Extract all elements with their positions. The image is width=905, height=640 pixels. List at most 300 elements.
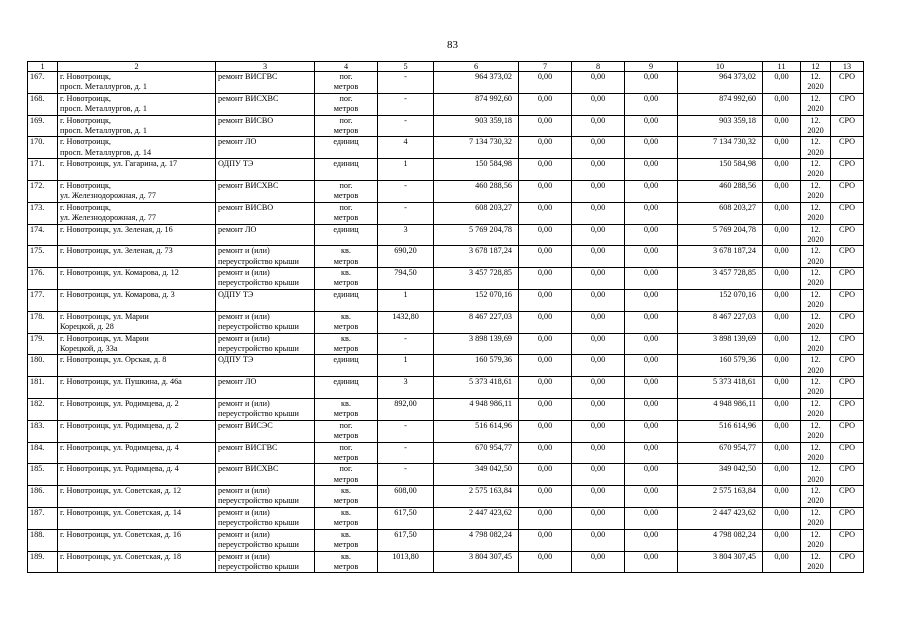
column-header: 6 [434,62,519,72]
total-cost-cell-text: 349 042,50 [475,464,512,474]
quantity-cell-text: 4 [403,137,408,147]
work-type-cell [216,268,315,290]
address-cell-text: Корецкой, д. 28 [60,322,114,332]
fund-cell-9 [625,464,678,486]
address-cell-text: г. Новотроицк, ул. Зеленая, д. 73 [60,246,173,256]
column-header: 8 [572,62,625,72]
completion-date-cell-text: 2020 [807,125,824,135]
fund-cell-10-text: 964 373,02 [719,72,756,81]
unit-cell [315,159,378,181]
fund-cell-10 [678,507,763,529]
quantity-cell-text: - [404,420,407,430]
unit-cell [315,377,378,399]
address-cell [58,507,216,529]
fund-cell-9-text: 0,00 [643,333,659,343]
completion-date-cell-text: 12. [810,398,821,408]
unit-cell-text: единиц [333,224,359,234]
column-header: 11 [763,62,801,72]
fund-cell-10-text: 670 954,77 [719,442,756,452]
address-cell [58,224,216,246]
method-cell-text: СРО [838,464,856,474]
completion-date-cell [801,442,831,464]
total-cost-cell [434,137,519,159]
repair-register-table [27,61,864,573]
row-number-cell-text: 167. [30,72,45,81]
total-cost-cell-text: 160 579,36 [475,355,512,365]
completion-date-cell [801,333,831,355]
fund-cell-9-text: 0,00 [643,93,659,103]
unit-cell-text: пог. [339,420,353,430]
fund-cell-11-text: 0,00 [774,115,789,125]
fund-cell-10-text: 7 134 730,32 [713,137,756,147]
completion-date-cell-text: 2020 [807,409,824,419]
fund-cell-9 [625,289,678,311]
fund-cell-9-text: 0,00 [643,311,659,321]
completion-date-cell-text: 12. [810,137,821,147]
work-type-cell [216,464,315,486]
address-cell [58,180,216,202]
quantity-cell-text: 617,50 [394,529,417,539]
quantity-cell [378,311,434,333]
unit-cell-text: метров [333,191,359,201]
completion-date-cell-text: 12. [810,442,821,452]
unit-cell-text: метров [333,561,359,571]
method-cell [831,355,864,377]
quantity-cell [378,398,434,420]
unit-cell-text: кв. [341,268,351,278]
row-number-cell-text: 170. [30,137,45,147]
method-cell-text: СРО [838,551,856,561]
completion-date-cell [801,355,831,377]
quantity-cell [378,486,434,508]
fund-cell-11-text: 0,00 [774,137,789,147]
unit-cell-text: кв. [341,507,351,517]
completion-date-cell-text: 2020 [807,213,824,223]
fund-cell-11-text: 0,00 [774,159,789,169]
fund-cell-9 [625,202,678,224]
work-type-cell [216,377,315,399]
address-cell [58,137,216,159]
fund-cell-10 [678,398,763,420]
fund-cell-10-text: 3 678 187,24 [713,246,756,256]
unit-cell-text: пог. [339,202,353,212]
fund-cell-9 [625,333,678,355]
fund-cell-11 [763,464,801,486]
fund-cell-8-text: 0,00 [590,398,606,408]
unit-cell [315,464,378,486]
unit-cell-text: кв. [341,551,351,561]
address-cell [58,464,216,486]
quantity-cell [378,137,434,159]
fund-cell-8-text: 0,00 [590,529,606,539]
work-type-cell-text: переустройство крыши [218,343,299,353]
work-type-cell-text: ремонт и (или) [218,529,270,539]
fund-cell-7 [519,289,572,311]
quantity-cell-text: 3 [403,224,408,234]
completion-date-cell [801,377,831,399]
row-number-cell-text: 177. [30,289,45,299]
fund-cell-10-text: 2 575 163,84 [713,486,756,496]
quantity-cell-text: 794,50 [394,268,417,278]
fund-cell-7-text: 0,00 [537,355,553,365]
total-cost-cell-text: 2 575 163,84 [469,486,512,496]
unit-cell [315,311,378,333]
fund-cell-8-text: 0,00 [590,180,606,190]
fund-cell-10-text: 160 579,36 [719,355,756,365]
fund-cell-11 [763,420,801,442]
fund-cell-10 [678,486,763,508]
address-cell [58,93,216,115]
fund-cell-10-text: 903 359,18 [719,115,756,125]
address-cell-text: просп. Металлургов, д. 14 [60,147,152,157]
work-type-cell-text: ремонт ВИСЭС [218,420,273,430]
fund-cell-7-text: 0,00 [537,486,553,496]
fund-cell-11 [763,93,801,115]
method-cell [831,377,864,399]
quantity-cell [378,72,434,94]
total-cost-cell-text: 460 288,56 [475,180,512,190]
method-cell [831,420,864,442]
completion-date-cell-text: 2020 [807,474,824,484]
fund-cell-8 [572,486,625,508]
address-cell-text: г. Новотроицк, ул. Комарова, д. 12 [60,268,179,278]
fund-cell-7 [519,115,572,137]
completion-date-cell-text: 2020 [807,431,824,441]
fund-cell-11 [763,398,801,420]
table-row [28,311,864,333]
method-cell-text: СРО [838,224,856,234]
completion-date-cell [801,202,831,224]
fund-cell-11 [763,529,801,551]
fund-cell-8-text: 0,00 [590,224,606,234]
completion-date-cell-text: 12. [810,507,821,517]
address-cell [58,246,216,268]
quantity-cell [378,180,434,202]
fund-cell-10-text: 150 584,98 [719,159,756,169]
fund-cell-11 [763,442,801,464]
quantity-cell-text: - [404,72,407,81]
completion-date-cell-text: 2020 [807,104,824,114]
address-cell [58,268,216,290]
fund-cell-10-text: 608 203,27 [719,202,756,212]
address-cell-text: г. Новотроицк, ул. Родимцева, д. 2 [60,420,179,430]
unit-cell-text: пог. [339,93,353,103]
address-cell-text: г. Новотроицк, [60,72,111,81]
method-cell [831,115,864,137]
address-cell [58,442,216,464]
work-type-cell [216,333,315,355]
unit-cell-text: метров [333,343,359,353]
work-type-cell [216,551,315,573]
fund-cell-7-text: 0,00 [537,180,553,190]
completion-date-cell-text: 2020 [807,300,824,310]
fund-cell-9-text: 0,00 [643,246,659,256]
fund-cell-10 [678,137,763,159]
row-number-cell-text: 188. [30,529,45,539]
unit-cell-text: пог. [339,464,353,474]
fund-cell-7 [519,246,572,268]
quantity-cell [378,202,434,224]
quantity-cell [378,268,434,290]
row-number-cell [28,464,58,486]
fund-cell-8 [572,72,625,94]
unit-cell [315,333,378,355]
address-cell-text: г. Новотроицк, [60,202,111,212]
work-type-cell [216,486,315,508]
unit-cell [315,486,378,508]
unit-cell-text: кв. [341,398,351,408]
fund-cell-9-text: 0,00 [643,289,659,299]
address-cell [58,333,216,355]
completion-date-cell-text: 12. [810,333,821,343]
fund-cell-10-text: 3 898 139,69 [713,333,756,343]
fund-cell-9-text: 0,00 [643,420,659,430]
work-type-cell [216,289,315,311]
fund-cell-11 [763,355,801,377]
fund-cell-7 [519,486,572,508]
address-cell-text: г. Новотроицк, ул. Гагарина, д. 17 [60,159,178,169]
fund-cell-7 [519,93,572,115]
quantity-cell [378,551,434,573]
row-number-cell [28,333,58,355]
work-type-cell-text: ремонт и (или) [218,268,270,278]
completion-date-cell [801,137,831,159]
address-cell [58,398,216,420]
method-cell [831,398,864,420]
completion-date-cell [801,224,831,246]
fund-cell-10-text: 3 804 307,45 [713,551,756,561]
address-cell [58,420,216,442]
row-number-cell [28,420,58,442]
quantity-cell [378,377,434,399]
fund-cell-9 [625,551,678,573]
fund-cell-9-text: 0,00 [643,159,659,169]
fund-cell-7 [519,507,572,529]
fund-cell-7-text: 0,00 [537,224,553,234]
work-type-cell-text: переустройство крыши [218,409,299,419]
row-number-cell-text: 180. [30,355,45,365]
fund-cell-10 [678,551,763,573]
row-number-cell-text: 183. [30,420,45,430]
quantity-cell [378,529,434,551]
fund-cell-9 [625,355,678,377]
fund-cell-9-text: 0,00 [643,115,659,125]
unit-cell [315,551,378,573]
row-number-cell [28,246,58,268]
completion-date-cell-text: 12. [810,159,821,169]
unit-cell-text: метров [333,431,359,441]
method-cell [831,486,864,508]
row-number-cell-text: 182. [30,398,45,408]
unit-cell [315,507,378,529]
page-number: 83 [447,39,458,51]
address-cell-text: г. Новотроицк, ул. Пушкина, д. 46а [60,377,182,387]
method-cell-text: СРО [838,486,856,496]
fund-cell-9 [625,377,678,399]
address-cell [58,551,216,573]
completion-date-cell-text: 12. [810,551,821,561]
work-type-cell [216,246,315,268]
fund-cell-7-text: 0,00 [537,72,553,81]
fund-cell-8 [572,551,625,573]
fund-cell-7 [519,551,572,573]
row-number-cell-text: 172. [30,180,45,190]
quantity-cell-text: - [404,180,407,190]
unit-cell-text: единиц [333,377,359,387]
address-cell-text: г. Новотроицк, ул. Орская, д. 8 [60,355,167,365]
work-type-cell-text: ремонт и (или) [218,551,270,561]
work-type-cell-text: переустройство крыши [218,540,299,550]
completion-date-cell-text: 2020 [807,561,824,571]
fund-cell-8 [572,311,625,333]
work-type-cell [216,529,315,551]
fund-cell-9 [625,529,678,551]
fund-cell-9-text: 0,00 [643,268,659,278]
fund-cell-7 [519,377,572,399]
completion-date-cell [801,115,831,137]
quantity-cell-text: - [404,93,407,103]
completion-date-cell-text: 2020 [807,518,824,528]
total-cost-cell-text: 3 898 139,69 [469,333,512,343]
completion-date-cell-text: 2020 [807,496,824,506]
quantity-cell-text: - [404,464,407,474]
fund-cell-7-text: 0,00 [537,268,553,278]
unit-cell [315,224,378,246]
work-type-cell [216,507,315,529]
method-cell-text: СРО [838,398,856,408]
address-cell [58,486,216,508]
column-header: 4 [315,62,378,72]
unit-cell [315,72,378,94]
unit-cell-text: метров [333,452,359,462]
completion-date-cell-text: 12. [810,180,821,190]
fund-cell-11 [763,289,801,311]
unit-cell-text: метров [333,278,359,288]
fund-cell-10-text: 349 042,50 [719,464,756,474]
total-cost-cell-text: 670 954,77 [475,442,512,452]
work-type-cell-text: ремонт ВИСВО [218,202,274,212]
quantity-cell [378,464,434,486]
row-number-cell-text: 189. [30,551,45,561]
unit-cell-text: метров [333,540,359,550]
fund-cell-10-text: 3 457 728,85 [713,268,756,278]
fund-cell-11 [763,486,801,508]
quantity-cell-text: - [404,202,407,212]
fund-cell-10-text: 152 070,16 [719,289,756,299]
column-header: 1 [28,62,58,72]
work-type-cell-text: ОДПУ ТЭ [218,159,254,169]
fund-cell-7-text: 0,00 [537,159,553,169]
work-type-cell-text: переустройство крыши [218,278,299,288]
fund-cell-9-text: 0,00 [643,137,659,147]
unit-cell [315,529,378,551]
fund-cell-11-text: 0,00 [774,551,789,561]
address-cell [58,355,216,377]
work-type-cell-text: переустройство крыши [218,256,299,266]
fund-cell-8-text: 0,00 [590,507,606,517]
quantity-cell-text: 1 [403,159,408,169]
quantity-cell [378,420,434,442]
row-number-cell [28,224,58,246]
fund-cell-8-text: 0,00 [590,442,606,452]
fund-cell-11-text: 0,00 [774,333,789,343]
method-cell-text: СРО [838,115,856,125]
address-cell-text: Корецкой, д. 33а [60,343,118,353]
fund-cell-11-text: 0,00 [774,93,789,103]
fund-cell-9 [625,224,678,246]
fund-cell-11 [763,115,801,137]
completion-date-cell-text: 2020 [807,278,824,288]
fund-cell-7-text: 0,00 [537,137,553,147]
fund-cell-8 [572,442,625,464]
fund-cell-9 [625,311,678,333]
table-row [28,224,864,246]
method-cell-text: СРО [838,333,856,343]
fund-cell-11 [763,268,801,290]
work-type-cell-text: ремонт и (или) [218,311,270,321]
completion-date-cell-text: 12. [810,377,821,387]
row-number-cell-text: 186. [30,486,45,496]
unit-cell-text: единиц [333,159,359,169]
unit-cell [315,180,378,202]
unit-cell-text: пог. [339,442,353,452]
row-number-cell [28,507,58,529]
fund-cell-10 [678,224,763,246]
method-cell [831,551,864,573]
address-cell-text: просп. Металлургов, д. 1 [60,104,147,114]
table-row [28,507,864,529]
fund-cell-7-text: 0,00 [537,246,553,256]
unit-cell [315,268,378,290]
fund-cell-11-text: 0,00 [774,72,789,81]
fund-cell-11-text: 0,00 [774,464,789,474]
completion-date-cell-text: 2020 [807,191,824,201]
total-cost-cell [434,442,519,464]
method-cell-text: СРО [838,377,856,387]
method-cell [831,137,864,159]
fund-cell-11-text: 0,00 [774,355,789,365]
method-cell [831,202,864,224]
completion-date-cell-text: 2020 [807,452,824,462]
column-number-header-row [28,62,864,72]
row-number-cell [28,551,58,573]
total-cost-cell [434,355,519,377]
row-number-cell [28,377,58,399]
fund-cell-10 [678,289,763,311]
quantity-cell-text: 892,00 [394,398,417,408]
method-cell-text: СРО [838,529,856,539]
quantity-cell [378,246,434,268]
address-cell-text: г. Новотроицк, ул. Родимцева, д. 2 [60,398,179,408]
table-row [28,333,864,355]
row-number-cell [28,202,58,224]
method-cell-text: СРО [838,420,856,430]
row-number-cell-text: 179. [30,333,45,343]
total-cost-cell-text: 7 134 730,32 [469,137,512,147]
method-cell-text: СРО [838,202,856,212]
fund-cell-11 [763,507,801,529]
fund-cell-9 [625,180,678,202]
table-row [28,159,864,181]
row-number-cell [28,486,58,508]
total-cost-cell [434,289,519,311]
work-type-cell [216,224,315,246]
method-cell-text: СРО [838,289,856,299]
unit-cell [315,246,378,268]
fund-cell-8-text: 0,00 [590,311,606,321]
fund-cell-11 [763,202,801,224]
fund-cell-11-text: 0,00 [774,442,789,452]
